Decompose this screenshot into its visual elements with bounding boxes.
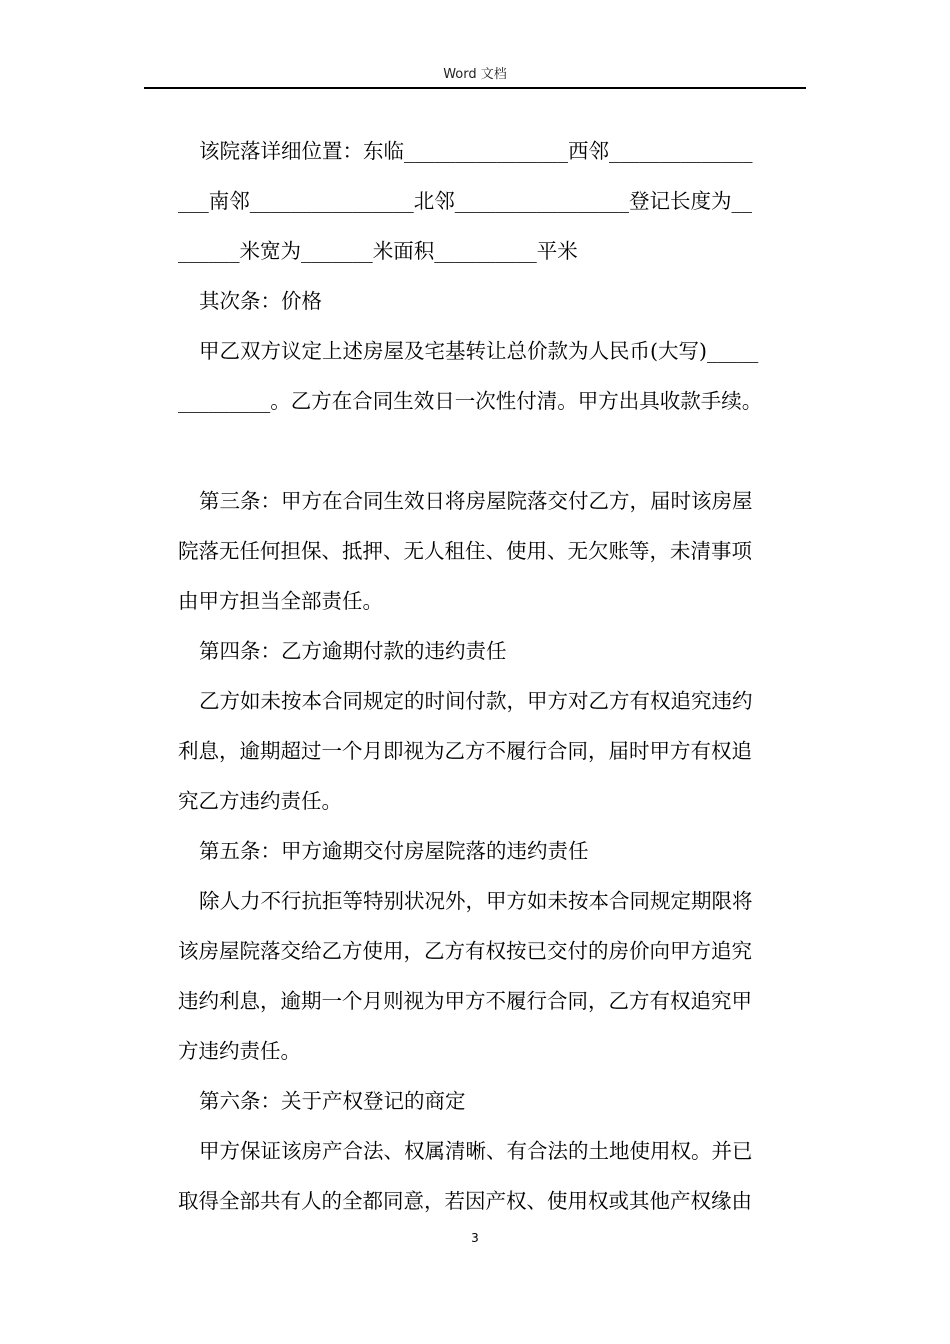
paragraph-line: 第三条：甲方在合同生效日将房屋院落交付乙方，届时该房屋 bbox=[199, 489, 753, 513]
paragraph-line: ______米宽为_______米面积__________平米 bbox=[178, 239, 578, 263]
paragraph-line: 违约利息，逾期一个月则视为甲方不履行合同，乙方有权追究甲 bbox=[178, 989, 752, 1013]
paragraph-line: ___南邻________________北邻_________________登记长度为__ bbox=[178, 189, 752, 213]
paragraph-line: 方违约责任。 bbox=[178, 1039, 301, 1063]
paragraph-line: 由甲方担当全部责任。 bbox=[178, 589, 383, 613]
paragraph-line: 甲乙双方议定上述房屋及宅基转让总价款为人民币(大写)_____ bbox=[199, 339, 759, 363]
section-heading: 第四条：乙方逾期付款的违约责任 bbox=[199, 639, 507, 663]
paragraph-line: 该院落详细位置：东临________________西邻______________ bbox=[199, 139, 753, 163]
paragraph-line: 除人力不行抗拒等特别状况外，甲方如未按本合同规定期限将 bbox=[199, 889, 753, 913]
header-divider bbox=[144, 87, 806, 89]
header-title: Word 文档 bbox=[443, 67, 507, 82]
section-heading: 第五条：甲方逾期交付房屋院落的违约责任 bbox=[199, 839, 589, 863]
blank-line bbox=[178, 426, 804, 476]
paragraph-line: 院落无任何担保、抵押、无人租住、使用、无欠账等，未清事项 bbox=[178, 539, 752, 563]
paragraph-line: 取得全部共有人的全都同意，若因产权、使用权或其他产权缘由 bbox=[178, 1189, 752, 1213]
paragraph-line: 该房屋院落交给乙方使用，乙方有权按已交付的房价向甲方追究 bbox=[178, 939, 752, 963]
paragraph-line: 究乙方违约责任。 bbox=[178, 789, 342, 813]
page-number: 3 bbox=[471, 1231, 479, 1245]
paragraph-line: 利息，逾期超过一个月即视为乙方不履行合同，届时甲方有权追 bbox=[178, 739, 752, 763]
paragraph-line: 乙方如未按本合同规定的时间付款，甲方对乙方有权追究违约 bbox=[199, 689, 753, 713]
section-heading: 第六条：关于产权登记的商定 bbox=[199, 1089, 466, 1113]
document-body bbox=[178, 126, 804, 1226]
paragraph-line: 甲方保证该房产合法、权属清晰、有合法的土地使用权。并已 bbox=[199, 1139, 753, 1163]
paragraph-line: _________。乙方在合同生效日一次性付清。甲方出具收款手续。 bbox=[178, 389, 763, 413]
section-heading: 其次条：价格 bbox=[199, 289, 322, 313]
